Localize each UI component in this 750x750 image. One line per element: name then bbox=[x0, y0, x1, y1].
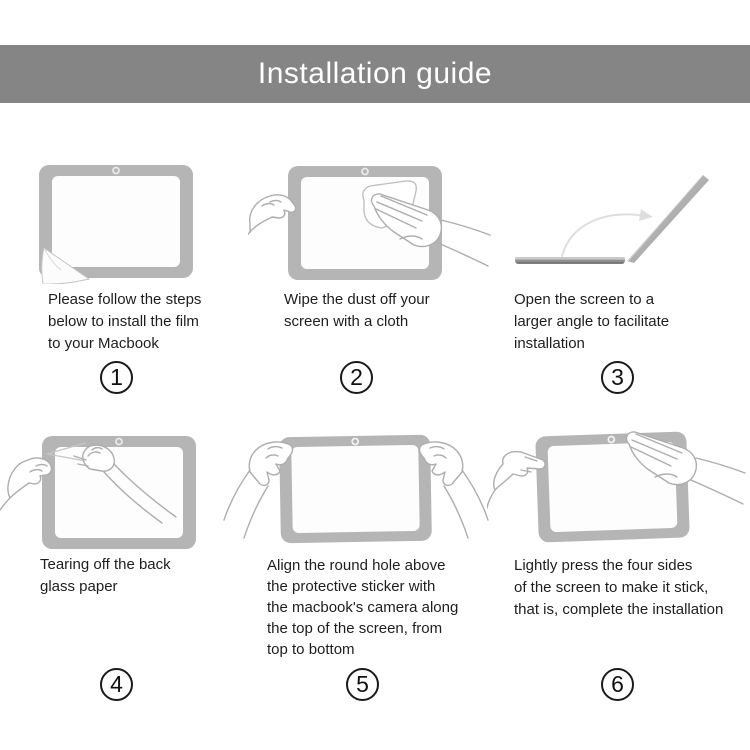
holding-fist-icon bbox=[0, 458, 51, 510]
header-banner bbox=[0, 45, 750, 103]
step-5-number-badge bbox=[346, 668, 379, 701]
step-4-caption bbox=[40, 554, 171, 598]
macbook-frame bbox=[39, 165, 193, 278]
camera-hole-icon bbox=[352, 438, 358, 444]
caption-line: of the screen to make it stick, bbox=[514, 579, 709, 596]
side-pressing-hand-icon bbox=[487, 452, 545, 508]
caption-line: installation bbox=[514, 335, 585, 352]
page-title: Installation guide bbox=[257, 57, 493, 90]
macbook-frame bbox=[42, 436, 196, 549]
pressing-hand-icon bbox=[627, 432, 745, 504]
caption-line: Lightly press the four sides bbox=[514, 557, 693, 574]
step-number: 1 bbox=[110, 364, 123, 390]
step-2-caption bbox=[284, 289, 430, 333]
protector-film bbox=[279, 435, 432, 544]
caption-line: Please follow the steps bbox=[48, 291, 202, 308]
step-number: 2 bbox=[350, 364, 363, 390]
camera-hole-icon bbox=[113, 168, 119, 174]
laptop-screen-panel bbox=[627, 175, 709, 263]
step-4-number-badge bbox=[100, 668, 133, 701]
caption-line: the top of the screen, from bbox=[267, 620, 443, 637]
macbook-frame bbox=[288, 166, 442, 280]
step-2-number-badge bbox=[340, 361, 373, 394]
camera-hole-icon bbox=[116, 439, 122, 445]
wipe-screen-illustration bbox=[248, 160, 492, 292]
holding-hand-icon bbox=[248, 195, 296, 240]
caption-line: Tearing off the back bbox=[40, 556, 171, 573]
step-1-caption bbox=[48, 289, 201, 355]
pinching-hand-icon bbox=[74, 445, 176, 523]
caption-line: that is, complete the installation bbox=[514, 601, 724, 618]
caption-line: Open the screen to a bbox=[514, 291, 655, 308]
macbook-frame bbox=[535, 431, 690, 542]
macbook-film-peel-illustration bbox=[37, 162, 197, 284]
film-peel-corner-icon bbox=[42, 248, 89, 284]
screen-face bbox=[55, 447, 183, 538]
laptop-base bbox=[515, 257, 625, 264]
step-number: 6 bbox=[611, 671, 624, 697]
step-3-number-badge bbox=[601, 361, 634, 394]
caption-line: top to bottom bbox=[267, 641, 355, 658]
step-5-caption bbox=[267, 555, 458, 660]
align-film-illustration bbox=[212, 424, 502, 559]
press-edges-illustration bbox=[487, 424, 750, 559]
open-laptop-illustration bbox=[500, 160, 735, 285]
wiping-hand-icon bbox=[372, 194, 490, 266]
screen-face bbox=[301, 177, 429, 269]
step-3-caption bbox=[514, 289, 669, 355]
step-number: 4 bbox=[110, 671, 123, 697]
step-number: 3 bbox=[611, 364, 624, 390]
caption-line: the protective sticker with bbox=[267, 578, 436, 595]
cloth-icon bbox=[363, 181, 416, 228]
caption-line: screen with a cloth bbox=[284, 313, 409, 330]
film-edge-lines bbox=[47, 443, 108, 465]
caption-line: larger angle to facilitate bbox=[514, 313, 670, 330]
camera-hole-icon bbox=[362, 169, 368, 175]
left-gripping-hand-icon bbox=[224, 442, 293, 538]
caption-line: to your Macbook bbox=[48, 335, 159, 352]
open-direction-arrow-icon bbox=[562, 209, 653, 256]
step-1-number-badge bbox=[100, 361, 133, 394]
right-gripping-hand-icon bbox=[420, 442, 489, 538]
caption-line: Align the round hole above bbox=[267, 557, 446, 574]
step-6-caption bbox=[514, 555, 723, 621]
step-6-number-badge bbox=[601, 668, 634, 701]
caption-line: below to install the film bbox=[48, 313, 199, 330]
tear-backing-illustration bbox=[0, 428, 250, 560]
camera-hole-icon bbox=[608, 436, 614, 442]
caption-line: glass paper bbox=[40, 578, 118, 595]
caption-line: the macbook's camera along bbox=[267, 599, 459, 616]
caption-line: Wipe the dust off your bbox=[284, 291, 430, 308]
screen-face bbox=[52, 176, 180, 267]
step-number: 5 bbox=[356, 671, 369, 697]
